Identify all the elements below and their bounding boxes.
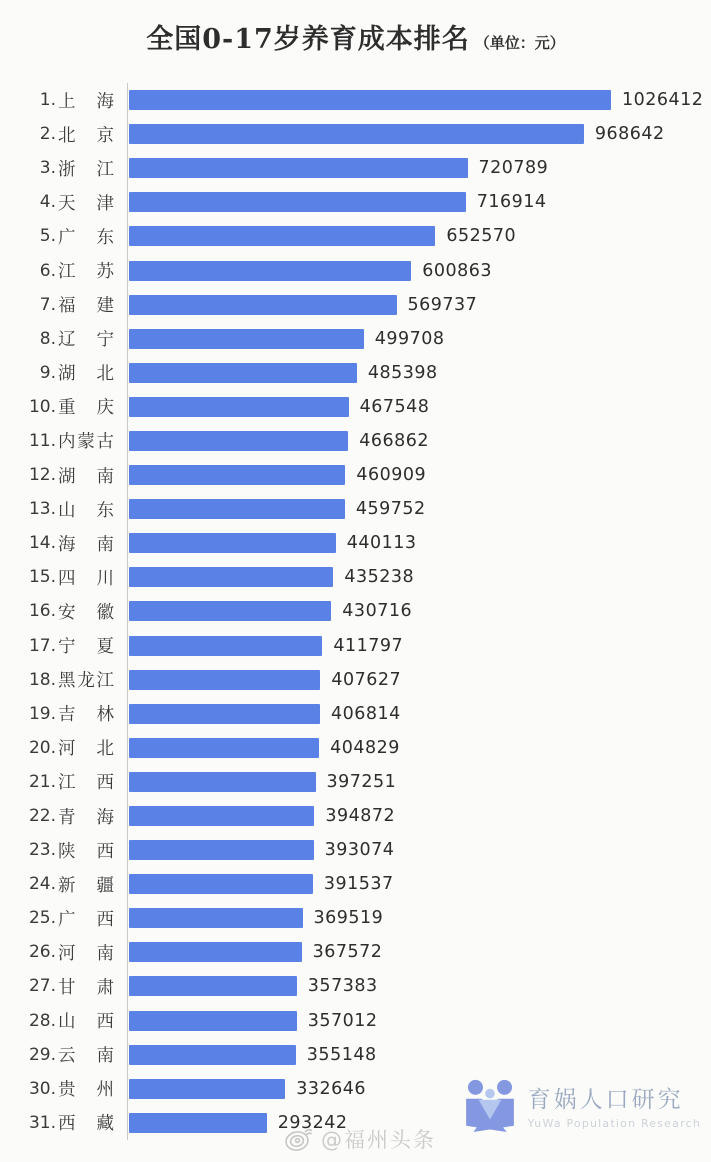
province-char: 疆 [96,875,114,896]
rank-label: 31. [28,1112,56,1133]
province-char: 贵 [58,1080,76,1101]
bar-zone [127,253,697,287]
bar [129,90,611,110]
yuwa-logo [463,1078,701,1132]
value-label: 600863 [422,260,492,281]
bar [129,1011,297,1031]
value-label: 411797 [333,635,404,656]
province-char: 广 [58,909,76,930]
bar-zone [127,629,697,663]
value-label: 435238 [344,567,415,588]
bar-zone [127,1038,697,1072]
value-label: 968642 [594,124,665,145]
rank-label: 26. [28,942,56,963]
province-char: 宁 [96,330,114,351]
province-char: 天 [58,193,76,214]
bar [129,601,331,621]
bar [129,124,584,144]
province-char: 辽 [58,330,76,351]
province-label [58,667,114,692]
province-char: 江 [58,773,76,794]
province-label [58,701,114,726]
province-char: 海 [58,534,76,555]
province-char: 肃 [96,977,114,998]
bar-zone [127,935,697,969]
province-char: 陕 [58,841,76,862]
province-label [58,326,114,351]
rank-label: 13. [28,499,56,520]
bar-zone [127,424,697,458]
bar [129,670,320,690]
rank-label: 3. [39,158,56,179]
value-label: 369519 [313,908,384,929]
bar-zone [127,560,697,594]
province-char: 浙 [58,159,76,180]
province-label [58,838,114,863]
bar [129,908,303,928]
province-char: 江 [96,159,114,180]
province-label [58,735,114,760]
chart-row [18,185,697,219]
value-label: 1026412 [622,90,704,111]
province-char: 南 [96,466,114,487]
rank-label: 7. [39,294,56,315]
bar [129,397,349,417]
chart-row [18,799,697,833]
province-label [58,258,114,283]
value-label: 355148 [306,1044,377,1065]
chart-row [18,526,697,560]
bar-zone [127,526,697,560]
rank-label: 4. [39,192,56,213]
province-char: 安 [58,602,76,623]
province-char: 广 [58,227,76,248]
province-char: 林 [96,705,114,726]
bar-zone [127,731,697,765]
chart-row [18,356,697,390]
value-label: 460909 [356,465,427,486]
weibo-icon [283,1124,313,1154]
province-char: 西 [96,1012,114,1033]
bar [129,840,314,860]
province-char: 州 [96,1080,114,1101]
chart-row [18,424,697,458]
bar [129,465,345,485]
province-char: 津 [96,193,114,214]
bar-zone [127,151,697,185]
chart-row [18,629,697,663]
chart-row [18,1038,697,1072]
yuwa-logo-icon [463,1078,517,1132]
weibo-watermark [283,1124,436,1154]
bar [129,1045,296,1065]
value-label: 332646 [296,1078,366,1099]
value-label: 467548 [359,396,430,417]
province-char: 东 [96,500,114,521]
bar [129,363,357,383]
rank-label: 8. [39,328,56,349]
value-label: 440113 [346,533,417,554]
bar-zone [127,356,697,390]
province-char: 云 [58,1046,76,1067]
value-label: 430716 [342,601,413,622]
rank-label: 11. [28,430,56,451]
province-char: 河 [58,739,76,760]
chart-row [18,390,697,424]
bar-zone [127,492,697,526]
rank-label: 24. [28,874,56,895]
province-label [58,497,114,522]
value-label: 720789 [478,158,549,179]
value-label: 357012 [307,1010,378,1031]
bar [129,636,322,656]
bar [129,704,320,724]
bar-zone [127,117,697,151]
province-char: 内 [58,432,76,453]
chart-row [18,151,697,185]
chart-title [0,0,711,56]
bar [129,226,435,246]
province-char: 山 [58,1012,76,1033]
bar [129,1113,267,1133]
province-char: 海 [96,91,114,112]
bar [129,158,468,178]
rank-label: 18. [28,669,56,690]
province-char: 江 [58,262,76,283]
province-char: 南 [96,1046,114,1067]
province-char: 徽 [96,602,114,623]
chart-row [18,833,697,867]
rank-label: 2. [39,124,56,145]
rank-label: 5. [39,226,56,247]
rank-label: 15. [28,567,56,588]
province-label [58,769,114,794]
rank-label: 21. [28,771,56,792]
province-label [58,360,114,385]
bar-zone [127,663,697,697]
chart-row [18,253,697,287]
province-char: 福 [58,296,76,317]
bar [129,329,364,349]
province-label [58,1076,114,1101]
province-char: 北 [58,125,76,146]
chart-row [18,935,697,969]
province-label [58,88,114,113]
bar-zone [127,833,697,867]
province-char: 东 [96,227,114,248]
chart-row [18,219,697,253]
bar-zone [127,288,697,322]
province-char: 龙 [77,671,95,692]
chart-row [18,83,704,117]
chart-row [18,322,697,356]
value-label: 293242 [277,1112,348,1133]
province-char: 夏 [96,637,114,658]
chart-title-unit: （单位：元） [474,34,565,52]
rank-label: 27. [28,976,56,997]
bar [129,567,333,587]
value-label: 485398 [367,362,438,383]
chart-row [18,969,697,1003]
chart-row [18,458,697,492]
chart-row [18,560,697,594]
value-label: 499708 [374,328,445,349]
bar [129,533,336,553]
bar-chart [18,83,704,1140]
province-label [58,872,114,897]
province-char: 湖 [58,364,76,385]
province-char: 新 [58,875,76,896]
value-label: 397251 [326,771,397,792]
province-char: 湖 [58,466,76,487]
bar [129,772,316,792]
bar [129,295,397,315]
province-char: 蒙 [77,432,95,453]
province-char: 北 [96,739,114,760]
value-label: 459752 [355,499,426,520]
bar-zone [127,1004,697,1038]
province-char: 西 [96,909,114,930]
bar-zone [127,765,697,799]
bar-zone [127,83,703,117]
chart-row [18,117,697,151]
bar [129,976,297,996]
rank-label: 12. [28,465,56,486]
chart-row [18,594,697,628]
province-label [58,463,114,488]
province-char: 南 [96,943,114,964]
province-char: 吉 [58,705,76,726]
value-label: 466862 [359,430,429,451]
weibo-watermark-text: @福州头条 [321,1128,436,1152]
rank-label: 22. [28,806,56,827]
value-label: 652570 [446,226,517,247]
province-char: 南 [96,534,114,555]
province-char: 甘 [58,977,76,998]
bar-zone [127,219,697,253]
chart-row [18,663,697,697]
yuwa-logo-chinese: 育娲人口研究 [527,1086,684,1113]
bar-zone [127,697,697,731]
bar-zone [127,185,697,219]
province-label [58,974,114,999]
rank-label: 28. [28,1010,56,1031]
value-label: 406814 [331,703,401,724]
province-label [58,565,114,590]
chart-row [18,492,697,526]
rank-label: 10. [28,396,56,417]
province-label [58,190,114,215]
value-label: 357383 [307,976,378,997]
province-label [58,156,114,181]
province-char: 西 [96,841,114,862]
province-label [58,906,114,931]
bar-zone [127,901,697,935]
chart-title-text: 全国0-17岁养育成本排名 [146,24,470,55]
province-char: 河 [58,943,76,964]
province-char: 藏 [96,1114,114,1135]
value-label: 367572 [312,942,383,963]
rank-label: 19. [28,703,56,724]
bar-zone [127,390,697,424]
bar-zone [127,594,697,628]
province-label [58,122,114,147]
rank-label: 1. [39,90,56,111]
yuwa-logo-text [528,1081,701,1130]
bar [129,942,302,962]
value-label: 393074 [324,840,395,861]
province-char: 海 [96,807,114,828]
province-char: 西 [58,1114,76,1135]
yuwa-logo-english: YuWa Population Research [527,1116,701,1130]
province-label [58,599,114,624]
rank-label: 23. [28,840,56,861]
bar-zone [127,867,697,901]
rank-label: 16. [28,601,56,622]
province-char: 川 [96,568,114,589]
province-label [58,428,114,453]
province-label [58,940,114,965]
rank-label: 20. [28,737,56,758]
rank-label: 14. [28,533,56,554]
province-char: 重 [58,398,76,419]
province-char: 建 [96,296,114,317]
province-char: 江 [96,671,114,692]
rank-label: 30. [28,1078,56,1099]
value-label: 404829 [330,737,400,758]
province-char: 古 [96,432,114,453]
province-label [58,292,114,317]
value-label: 394872 [325,806,396,827]
province-char: 北 [96,364,114,385]
province-char: 宁 [58,637,76,658]
province-label [58,224,114,249]
value-label: 569737 [407,294,478,315]
chart-row [18,901,697,935]
bar-zone [127,322,697,356]
bar [129,1079,285,1099]
province-char: 京 [96,125,114,146]
bar [129,806,314,826]
bar [129,192,466,212]
province-char: 青 [58,807,76,828]
province-label [58,1110,114,1135]
bar [129,874,313,894]
rank-label: 29. [28,1044,56,1065]
bar [129,431,348,451]
rank-label: 6. [39,260,56,281]
bar [129,738,319,758]
value-label: 716914 [476,192,547,213]
province-label [58,531,114,556]
province-char: 上 [58,91,76,112]
province-label [58,394,114,419]
province-char: 苏 [96,262,114,283]
province-label [58,1042,114,1067]
chart-row [18,288,697,322]
chart-row [18,697,697,731]
value-label: 391537 [323,874,394,895]
province-char: 四 [58,568,76,589]
chart-row [18,867,697,901]
chart-row [18,731,697,765]
rank-label: 25. [28,908,56,929]
province-char: 山 [58,500,76,521]
province-char: 庆 [96,398,114,419]
value-label: 407627 [331,669,402,690]
rank-label: 17. [28,635,56,656]
bar-zone [127,458,697,492]
bar [129,261,411,281]
province-label [58,633,114,658]
bar-zone [127,799,697,833]
bar [129,499,345,519]
bar-zone [127,969,697,1003]
province-char: 西 [96,773,114,794]
rank-label: 9. [39,362,56,383]
province-label [58,804,114,829]
chart-row [18,1004,697,1038]
chart-row [18,765,697,799]
province-label [58,1008,114,1033]
province-char: 黑 [58,671,76,692]
